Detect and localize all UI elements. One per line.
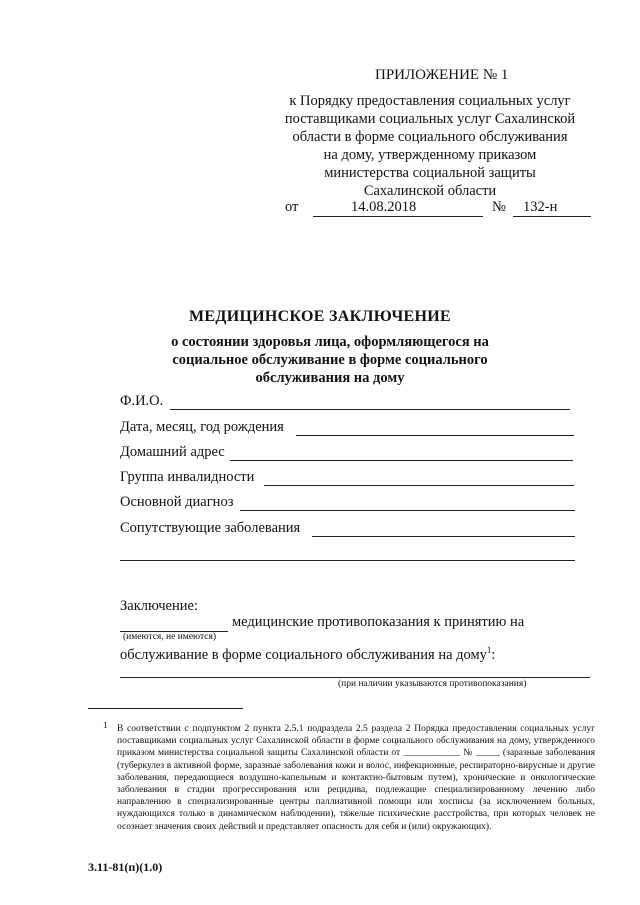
annex-line: министерства социальной защиты bbox=[324, 165, 536, 181]
home-address-input-line[interactable] bbox=[230, 444, 573, 461]
conclusion-line-2-text: обслуживание в форме социального обслуживания на дому bbox=[120, 646, 487, 663]
form-code: 3.11-81(п)(1.0) bbox=[88, 860, 163, 874]
comorbidities-input-line[interactable] bbox=[312, 520, 575, 537]
contraindications-hint: (при наличии указываются противопоказания) bbox=[338, 679, 527, 689]
subtitle-line: обслуживания на дому bbox=[255, 370, 405, 386]
birth-date-input-line[interactable] bbox=[296, 419, 574, 436]
order-number: 132-н bbox=[523, 199, 558, 215]
conclusion-line-2: обслуживание в форме социального обслуживания на дому$^1$: bbox=[120, 645, 496, 663]
main-diagnosis-input-line[interactable] bbox=[240, 494, 575, 511]
subtitle-line: социальное обслуживание в форме социального bbox=[172, 352, 488, 368]
order-date: 14.08.2018 bbox=[351, 199, 417, 215]
comorbidities-label: Сопутствующие заболевания bbox=[120, 520, 301, 536]
footnote-mark: 1 bbox=[103, 720, 108, 730]
document-subtitle bbox=[140, 333, 520, 387]
footnote-separator bbox=[88, 708, 243, 709]
birth-date-label: Дата, месяц, год рождения bbox=[120, 419, 284, 435]
birth-date-field bbox=[120, 419, 284, 437]
annex-title: ПРИЛОЖЕНИЕ № 1 bbox=[375, 67, 509, 83]
disability-group-field bbox=[120, 469, 254, 487]
annex-order-reference bbox=[260, 92, 600, 200]
fio-label: Ф.И.О. bbox=[120, 393, 164, 409]
order-date-number bbox=[285, 199, 605, 219]
annex-line: поставщиками социальных услуг Сахалинской bbox=[284, 111, 576, 127]
exists-hint: (имеются, не имеются) bbox=[123, 632, 217, 642]
number-prefix: № bbox=[492, 199, 506, 215]
annex-line: к Порядку предоставления социальных услуг bbox=[289, 93, 571, 109]
contraindications-list-line[interactable] bbox=[120, 677, 590, 678]
main-diagnosis-field bbox=[120, 494, 233, 512]
fio-field bbox=[120, 393, 163, 411]
annex-line: на дому, утвержденному приказом bbox=[323, 147, 537, 163]
comorbidities-field bbox=[120, 520, 300, 538]
home-address-label: Домашний адрес bbox=[120, 444, 225, 460]
annex-line: области в форме социального обслуживания bbox=[292, 129, 568, 145]
comorbidities-extra-line[interactable] bbox=[120, 560, 575, 561]
date-prefix: от bbox=[285, 199, 299, 215]
disability-group-input-line[interactable] bbox=[264, 469, 574, 486]
subtitle-line: о состоянии здоровья лица, оформляющегося на bbox=[171, 334, 489, 350]
disability-group-label: Группа инвалидности bbox=[120, 469, 255, 485]
conclusion-label: Заключение: bbox=[120, 598, 198, 614]
home-address-field bbox=[120, 444, 225, 462]
main-diagnosis-label: Основной диагноз bbox=[120, 494, 234, 510]
footnote-reference: 1 bbox=[486, 645, 492, 655]
annex-line: Сахалинской области bbox=[363, 183, 497, 199]
document-title: МЕДИЦИНСКОЕ ЗАКЛЮЧЕНИЕ bbox=[189, 308, 451, 325]
footnote-text: В соответствии с подпунктом 2 пункта 2.5.1 подраздела 2.5 раздела 2 Порядка предоставления социальных услуг поставщиками социальных услуг Сахалинской области в форме социального обслуживания на дому, утвержденного приказом министерства социальной защиты Сахалинской области от ____________ № _____ (заразные заболевания (туберкулез в активной форме, заразные заболевания кожи и волос, инфекционные, респираторно-вирусные и другие заболевания, передающиеся воздушно-капельным и контактно-бытовым путем), хронические и онкологические заболевания в стадии прогрессирования или рецидива, подлежащие специализированному лечению либо направлению в специализированные центры паллиативной помощи или хосписы (за исключением больных, нуждающихся только в динамическом наблюдении), тяжелые психические расстройства, при которых человек не осознает значения своих действий и представляет опасность для себя и (или) окружающих). bbox=[117, 724, 595, 832]
fio-input-line[interactable] bbox=[170, 393, 570, 410]
conclusion-line-1: медицинские противопоказания к принятию на bbox=[232, 614, 525, 630]
